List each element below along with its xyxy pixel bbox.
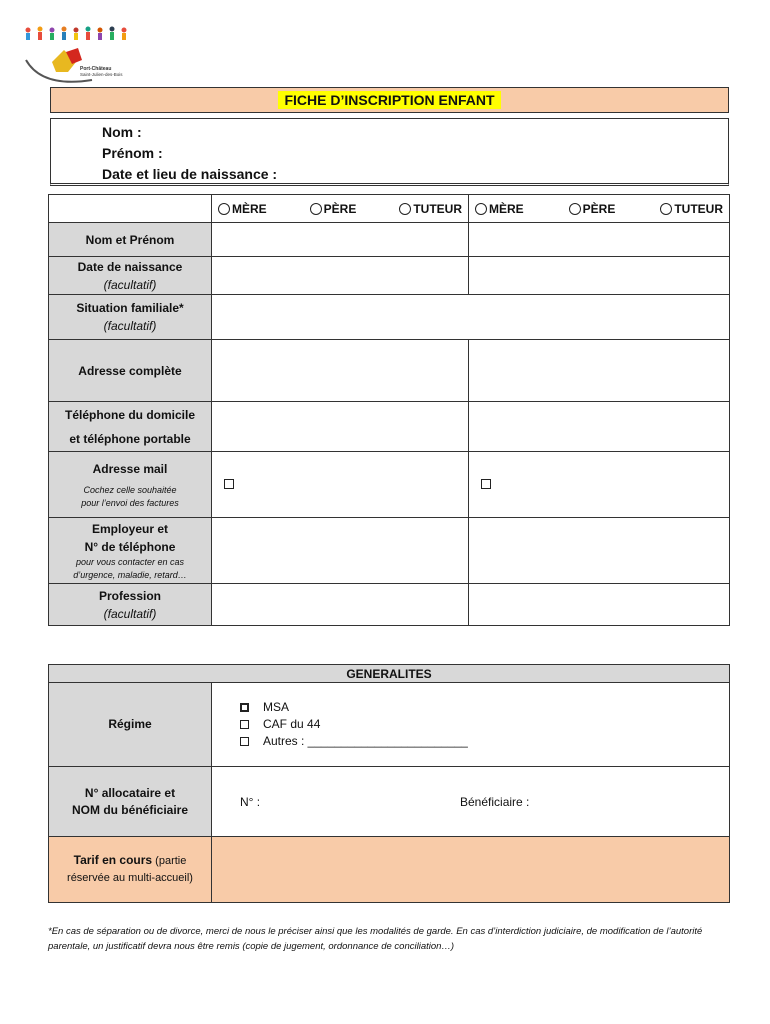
parent1-adresse-field[interactable] <box>212 340 469 402</box>
radio-circle-icon <box>569 203 581 215</box>
parent2-profession-field[interactable] <box>469 584 730 626</box>
row-label-employeur: Employeur et N° de téléphone pour vous contacter en cas d’urgence, maladie, retard… <box>49 518 212 584</box>
regime-option-autres[interactable]: Autres : ________________________ <box>240 733 729 750</box>
children-figures-icon <box>26 27 127 41</box>
checkbox-icon <box>240 737 249 746</box>
parent1-mail-field[interactable] <box>212 452 469 518</box>
parent2-adresse-field[interactable] <box>469 340 730 402</box>
parent2-employeur-field[interactable] <box>469 518 730 584</box>
radio-circle-icon <box>399 203 411 215</box>
row-label-telephone: Téléphone du domicile et téléphone portable <box>49 402 212 452</box>
parent2-mail-field[interactable] <box>469 452 730 518</box>
svg-text:Port-Château: Port-Château <box>80 66 112 72</box>
parent2-date-naissance-field[interactable] <box>469 257 730 295</box>
parent2-header <box>469 195 730 223</box>
logo <box>22 22 140 90</box>
parent1-tuteur-radio[interactable]: TUTEUR <box>399 202 462 216</box>
svg-text:Saint-Julien-des-Bois: Saint-Julien-des-Bois <box>80 72 123 77</box>
allocataire-number-label: N° : <box>240 794 261 809</box>
regime-label: Régime <box>49 683 212 767</box>
checkbox-icon <box>240 703 249 712</box>
row-label-date-naissance: Date de naissance (facultatif) <box>49 257 212 295</box>
child-nom-label: Nom : <box>102 124 142 140</box>
form-title-bar <box>50 87 729 113</box>
parent2-nom-prenom-field[interactable] <box>469 223 730 257</box>
radio-circle-icon <box>475 203 487 215</box>
radio-circle-icon <box>218 203 230 215</box>
parent2-mere-radio[interactable]: MÈRE <box>475 202 524 216</box>
radio-circle-icon <box>310 203 322 215</box>
parent2-tuteur-radio[interactable]: TUTEUR <box>660 202 723 216</box>
regime-options-cell <box>212 683 730 767</box>
parent1-mere-radio[interactable]: MÈRE <box>218 202 267 216</box>
row-label-profession: Profession (facultatif) <box>49 584 212 626</box>
parent1-employeur-field[interactable] <box>212 518 469 584</box>
parent2-pere-radio[interactable]: PÈRE <box>569 202 616 216</box>
parent1-nom-prenom-field[interactable] <box>212 223 469 257</box>
parents-header-empty <box>49 195 212 223</box>
child-naissance-label: Date et lieu de naissance : <box>102 166 278 182</box>
parent2-telephone-field[interactable] <box>469 402 730 452</box>
parent1-date-naissance-field[interactable] <box>212 257 469 295</box>
row-label-mail: Adresse mail Cochez celle souhaitée pour l’envoi des factures <box>49 452 212 518</box>
parents-table <box>48 194 730 626</box>
parent1-header <box>212 195 469 223</box>
row-label-adresse: Adresse complète <box>49 340 212 402</box>
regime-option-caf[interactable]: CAF du 44 <box>240 716 729 733</box>
situation-familiale-field[interactable] <box>212 295 730 340</box>
parent2-mail-checkbox[interactable] <box>481 479 491 489</box>
allocataire-field[interactable] <box>212 767 730 837</box>
beneficiaire-label: Bénéficiaire : <box>460 794 530 809</box>
parent1-profession-field[interactable] <box>212 584 469 626</box>
generalites-header: GENERALITES <box>49 665 730 683</box>
child-prenom-label: Prénom : <box>102 145 163 161</box>
row-label-nom-prenom: Nom et Prénom <box>49 223 212 257</box>
allocataire-label: N° allocataire et NOM du bénéficiaire <box>49 767 212 837</box>
parent1-mail-checkbox[interactable] <box>224 479 234 489</box>
tarif-label: Tarif en cours (partie réservée au multi-accueil) <box>49 837 212 903</box>
parent1-pere-radio[interactable]: PÈRE <box>310 202 357 216</box>
checkbox-icon <box>240 720 249 729</box>
parent1-telephone-field[interactable] <box>212 402 469 452</box>
regime-option-msa[interactable]: MSA <box>240 699 729 716</box>
generalites-table <box>48 664 730 903</box>
radio-circle-icon <box>660 203 672 215</box>
tarif-field <box>212 837 730 903</box>
child-identity-box <box>50 118 729 186</box>
row-label-situation: Situation familiale* (facultatif) <box>49 295 212 340</box>
form-title: FICHE D’INSCRIPTION ENFANT <box>278 91 500 109</box>
footnote: *En cas de séparation ou de divorce, merci de nous le préciser ainsi que les modalités de garde. En cas d’interdiction judiciaire, de modification de l’autorité parentale, un justificatif devra nous être remis (copie de jugement, ordonnance de conciliation…) <box>48 926 703 952</box>
